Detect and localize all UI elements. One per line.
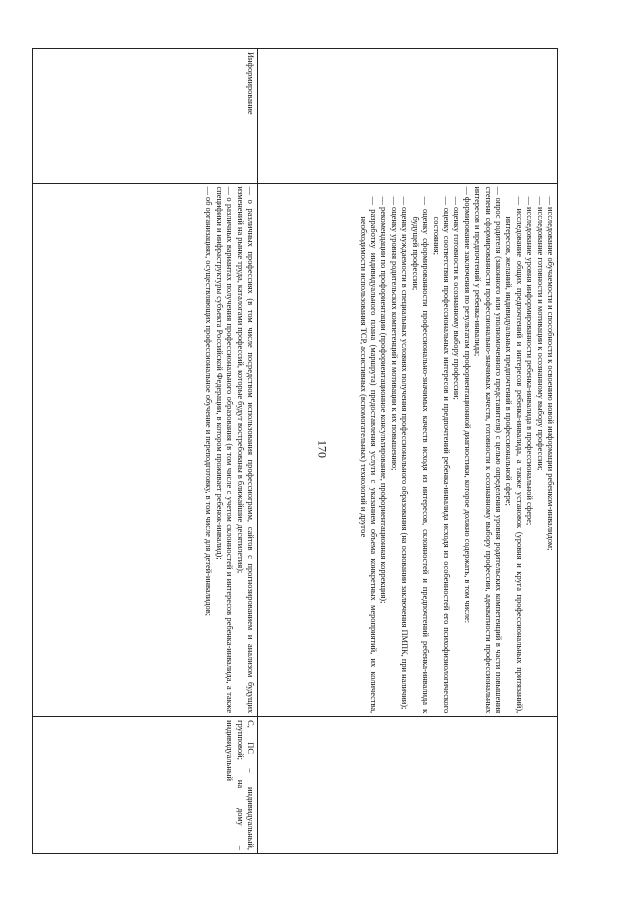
content-cell: [258, 183, 558, 717]
list-item: — оценку соответствия профессиональных интересов и предпочтений ребенка-инвалида исходя из особенностей его психофизиологического состояния;: [431, 196, 451, 714]
list-item: — исследование уровня информированности ребенка-инвалида в профессиональной сфере;: [525, 196, 535, 526]
rotated-page: [32, 48, 558, 854]
list-item: — о различных вариантах получения профессионального образования (в том числе с учетом склонностей и интересов ребенка-инвалида, а также специфики и инфраструктуры субъекта Российской Федерации, в котором проживает ребенок-инвалид);: [214, 186, 235, 714]
list-item: — исследование готовности и мотивации к осознанному выбору профессии;: [535, 196, 545, 471]
section-cell: Информирование: [33, 49, 258, 184]
table-row: [258, 49, 558, 854]
list-item: — разработку индивидуального плана (маршрута) предоставления услуги с указанием объема конкретных мероприятий, их количества, необходимости использования ТСР, ассистивных (вспомогательных) технологий и другое: [358, 196, 379, 714]
list-item: — исследование общих предпочтений и интересов ребенка-инвалида, а также установок (уровня и круга профессиональных притязаний), интересов, желаний, индивидуальных предпочтений в профессиональной сфере;: [504, 196, 524, 714]
content-cell: [33, 183, 258, 717]
list-item: — об организациях, осуществляющих профессиональное обучение и переподготовку, в том числе для детей-инвалидов;: [204, 186, 214, 616]
list-item: — исследование обучаемости и способности к освоению новой информации ребенком-инвалидом;: [546, 196, 555, 551]
list-item: — о различных профессиях (в том числе посредством использования профессиограмм, сайтов с прогнозированием и анализом будущих изменений на рынке труда, каталогами профессий, которые будут востребованы в ближайшие десятилетия);: [235, 186, 255, 714]
table-row: [33, 49, 258, 854]
form-cell: С, ПС – индивидуальный, групповой; на дому – индивидуальный: [33, 717, 258, 854]
form-cell: [258, 717, 558, 854]
service-table: [32, 48, 558, 854]
section-cell: [258, 49, 558, 184]
list-item: — оценку сформированности профессионально-значимых качеств исходя из интересов, склонностей и предпочтений ребенка-инвалида к будущей профессии;: [410, 196, 431, 714]
list-item: — оценку готовности к осознанному выбору профессии;: [452, 196, 462, 400]
list-item: — формирование заключения по результатам профориентационной диагностики, которое должно содержать, в том числе:: [462, 186, 472, 624]
list-item: — оценку нуждаемости в специальных условиях получения профессионального образования (на основании заключения ПМПК, при наличии);: [400, 196, 410, 710]
list-item: — опрос родителя (законного или уполномоченного представителя) с целью определения уровня родительских компетенций в части повышения степени сформированности профессионально-значимых качеств, готовности к осознанному выбору профессии, адекватности профессиональных интересов и предпочтений у ребенка-инвалида;: [473, 186, 503, 714]
list-item: — оценку уровня родительских компетенций и мотивации к их повышению;: [389, 196, 399, 471]
page-number: 170: [315, 440, 330, 458]
list-item: — рекомендации по профориентации (профориентационное консультирование, профориентационная коррекция);: [379, 196, 389, 604]
